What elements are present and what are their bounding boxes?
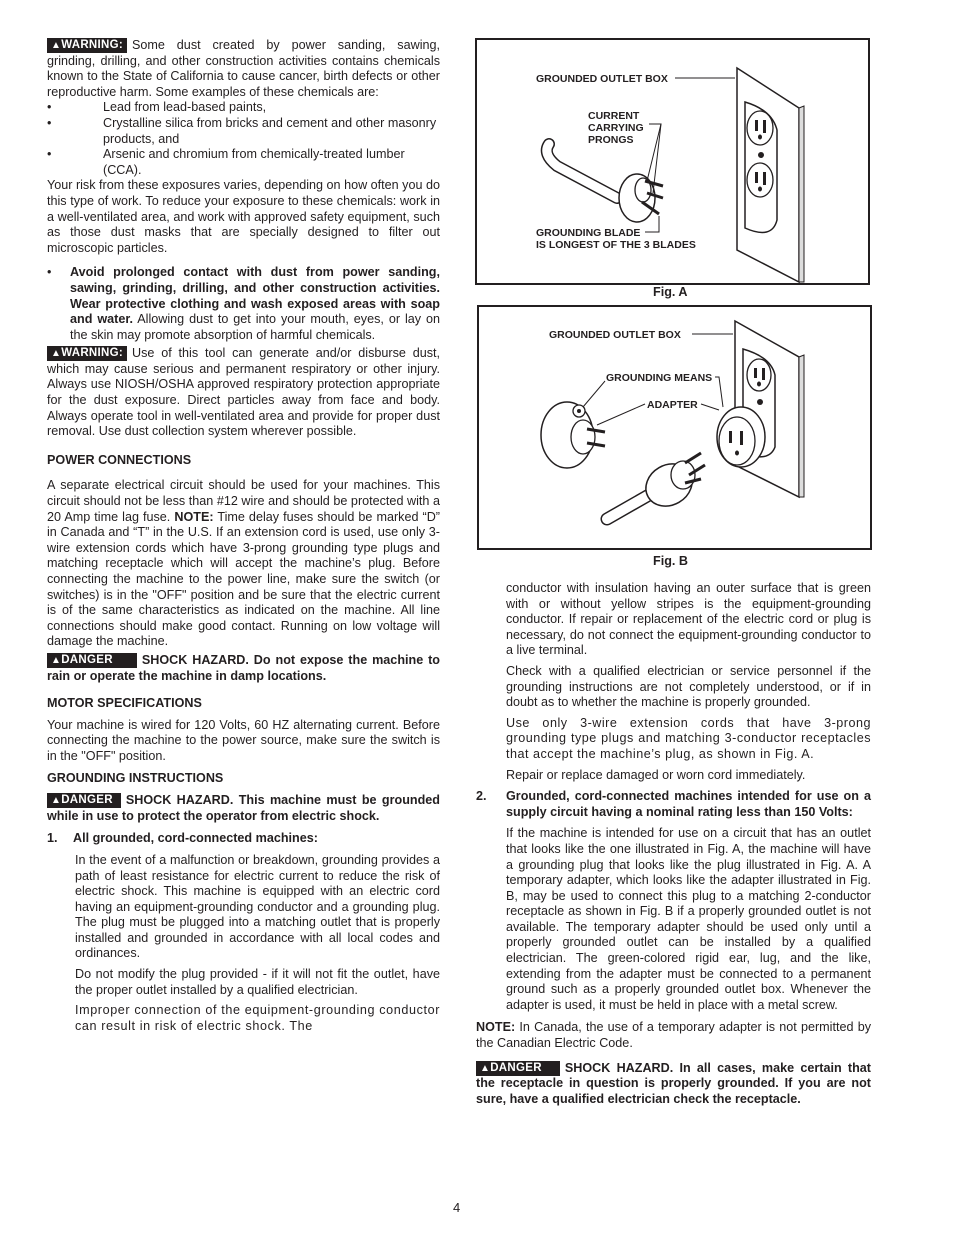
left-column (47, 38, 440, 1034)
item-1-continued: conductor with insulation having an outer surface that is green with or without yellow stripes is the equipment-grounding conductor. If repair or replacement of the electric cord or plug is necessary, do not connect the equipment-grounding conductor to a live terminal. Check with a qualified electrician or service personnel if the grounding instructions are not completely understood, or if in doubt as to whether the machine is properly grounded. Use only 3-wire extension cords that have 3-prong grounding type plugs and matching 3-conductor receptacles that accept the machine’s plug, as shown in Fig. A. Repair or replace damaged or worn cord immediately. (506, 581, 871, 782)
warning-triangle-icon: ▲ (480, 1062, 491, 1074)
figure-b-illustration (479, 307, 870, 548)
item-2-body: If the machine is intended for use on a circuit that has an outlet that looks like the one illustrated in Fig. A, the machine will have a grounding plug that looks like the plug illustrated in Fig. A. A temporary adapter, which looks like the adapter illustrated in Fig. B, may be used to connect this plug to a matching 2-conductor receptacle as shown in Fig. B if a properly grounded outlet is not available. The temporary adapter should be used only until a properly grounded outlet can be installed by a qualified electrician. The green-colored rigid ear, lug, and the like, extending from the adapter must be connected to a permanent ground such as a properly grounded outlet box. Whenever the adapter is used, it must be held in place with a metal screw. (506, 826, 871, 1012)
page-number: 4 (453, 1200, 461, 1215)
danger-paragraph-3: ▲DANGER SHOCK HAZARD. In all cases, make certain that the receptacle in question is properly grounded. If you are not sure, have a qualified electrician check the receptacle. (476, 1060, 871, 1106)
grounding-means-label: GROUNDING MEANS (606, 372, 713, 384)
warning-paragraph-1: ▲WARNING: Some dust created by power sanding, sawing, grinding, drilling, and other construction activities contains chemicals known to the State of California to cause cancer, birth defects or other reproductive harm. Some examples of these chemicals are: (47, 38, 440, 99)
power-connections-paragraph: A separate electrical circuit should be used for your machines. This circuit should not be less than #12 wire and should be protected with a 20 Amp time lag fuse. NOTE: Time delay fuses should be marked “D” in Canada and “T” in the U.S. If an extension cord is used, use only 3-wire extension cords which have 3-prong grounding type plugs and matching receptacle which will accept the machine’s plug. Before connecting the machine to the power line, make sure the switch (or switches) is in the "OFF" position and be sure that the electric current is of the same characteristics as indicated on the machine. All line connections should make good contact. Running on low voltage will damage the machine. (47, 478, 440, 649)
power-connections-heading: POWER CONNECTIONS (47, 452, 192, 467)
right-column (476, 581, 871, 1107)
item-1-title: 1. All grounded, cord-connected machines: (47, 831, 318, 846)
figure-b (477, 305, 872, 550)
grounded-outlet-box-label: GROUNDED OUTLET BOX (536, 73, 668, 85)
warning-badge: ▲WARNING: (47, 346, 127, 361)
list-item: • Crystalline silica from bricks and cement and other masonry products, and (47, 115, 437, 146)
grounding-instructions-heading: GROUNDING INSTRUCTIONS (47, 770, 224, 785)
figure-b-caption: Fig. B (653, 554, 688, 568)
warning-triangle-icon: ▲ (51, 348, 62, 360)
grounding-blade-label: GROUNDING BLADE (536, 227, 641, 239)
danger-badge: ▲DANGER (476, 1061, 560, 1076)
danger-paragraph-1: ▲DANGER SHOCK HAZARD. Do not expose the machine to rain or operate the machine in damp locations. (47, 652, 440, 683)
motor-paragraph: Your machine is wired for 120 Volts, 60 HZ alternating current. Before connecting the machine to the power source, make sure the switch is in the "OFF" position. (47, 717, 440, 763)
svg-text:CURRENT: CURRENT (588, 110, 640, 122)
figure-a-caption: Fig. A (653, 285, 688, 299)
svg-text:IS LONGEST OF THE 3 BLADES: IS LONGEST OF THE 3 BLADES (536, 239, 696, 251)
danger-paragraph-2: ▲DANGER SHOCK HAZARD. This machine must be grounded while in use to protect the operator from electric shock. (47, 793, 440, 823)
figure-a-illustration (477, 40, 868, 283)
svg-text:CARRYING: CARRYING (588, 122, 644, 134)
canada-note: NOTE: In Canada, the use of a temporary adapter is not permitted by the Canadian Electric Code. (476, 1020, 871, 1051)
danger-badge: ▲DANGER (47, 793, 121, 808)
list-item: • Lead from lead-based paints, (47, 100, 267, 115)
warning-triangle-icon: ▲ (51, 654, 62, 666)
risk-paragraph: Your risk from these exposures varies, depending on how often you do this type of work. To reduce your exposure to these chemicals: work in a well-ventilated area, and work with approved safety equipment, such as those dust masks that are specially designed to filter out microscopic particles. (47, 178, 440, 255)
warning-triangle-icon: ▲ (51, 40, 62, 51)
danger-badge: ▲DANGER (47, 653, 137, 668)
motor-specifications-heading: MOTOR SPECIFICATIONS (47, 696, 202, 711)
chemical-list (47, 100, 440, 178)
figure-a (475, 38, 870, 285)
list-item: • Arsenic and chromium from chemically-treated lumber (CCA). (47, 147, 405, 177)
warning-badge: ▲WARNING: (47, 38, 127, 53)
warning-paragraph-2: ▲WARNING: Use of this tool can generate and/or disburse dust, which may cause serious and permanent respiratory or other injury. Always use NIOSH/OSHA approved respiratory protection appropriate for the dust exposure. Direct particles away from face and body. Always operate tool in well-ventilated area and provide for proper dust removal. Use dust collection system wherever possible. (47, 346, 440, 439)
svg-text:PRONGS: PRONGS (588, 134, 634, 146)
grounded-outlet-box-label: GROUNDED OUTLET BOX (549, 329, 681, 341)
adapter-label: ADAPTER (647, 399, 698, 411)
avoid-bullet: • Avoid prolonged contact with dust from power sanding, sawing, grinding, drilling, and other construction activities. Wear protective clothing and wash exposed areas with soap and water. Allowing dust to get into your mouth, eyes, or lay on the skin may promote absorption of harmful chemicals. (47, 265, 441, 342)
item-2-title: 2. Grounded, cord-connected machines intended for use on a supply circuit having a nominal rating less than 150 Volts: (476, 789, 871, 819)
warning-triangle-icon: ▲ (51, 795, 62, 807)
item-1-body: In the event of a malfunction or breakdown, grounding provides a path of least resistance for electric current to reduce the risk of electric shock. This machine is equipped with an electric cord having an equipment-grounding conductor and a grounding plug. The plug must be plugged into a matching outlet that is properly installed and grounded in accordance with all local codes and ordinances. Do not modify the plug provided - if it will not fit the outlet, have the proper outlet installed by a qualified electrician. Improper connection of the equipment-grounding conductor can result in risk of electric shock. The (75, 852, 440, 1033)
